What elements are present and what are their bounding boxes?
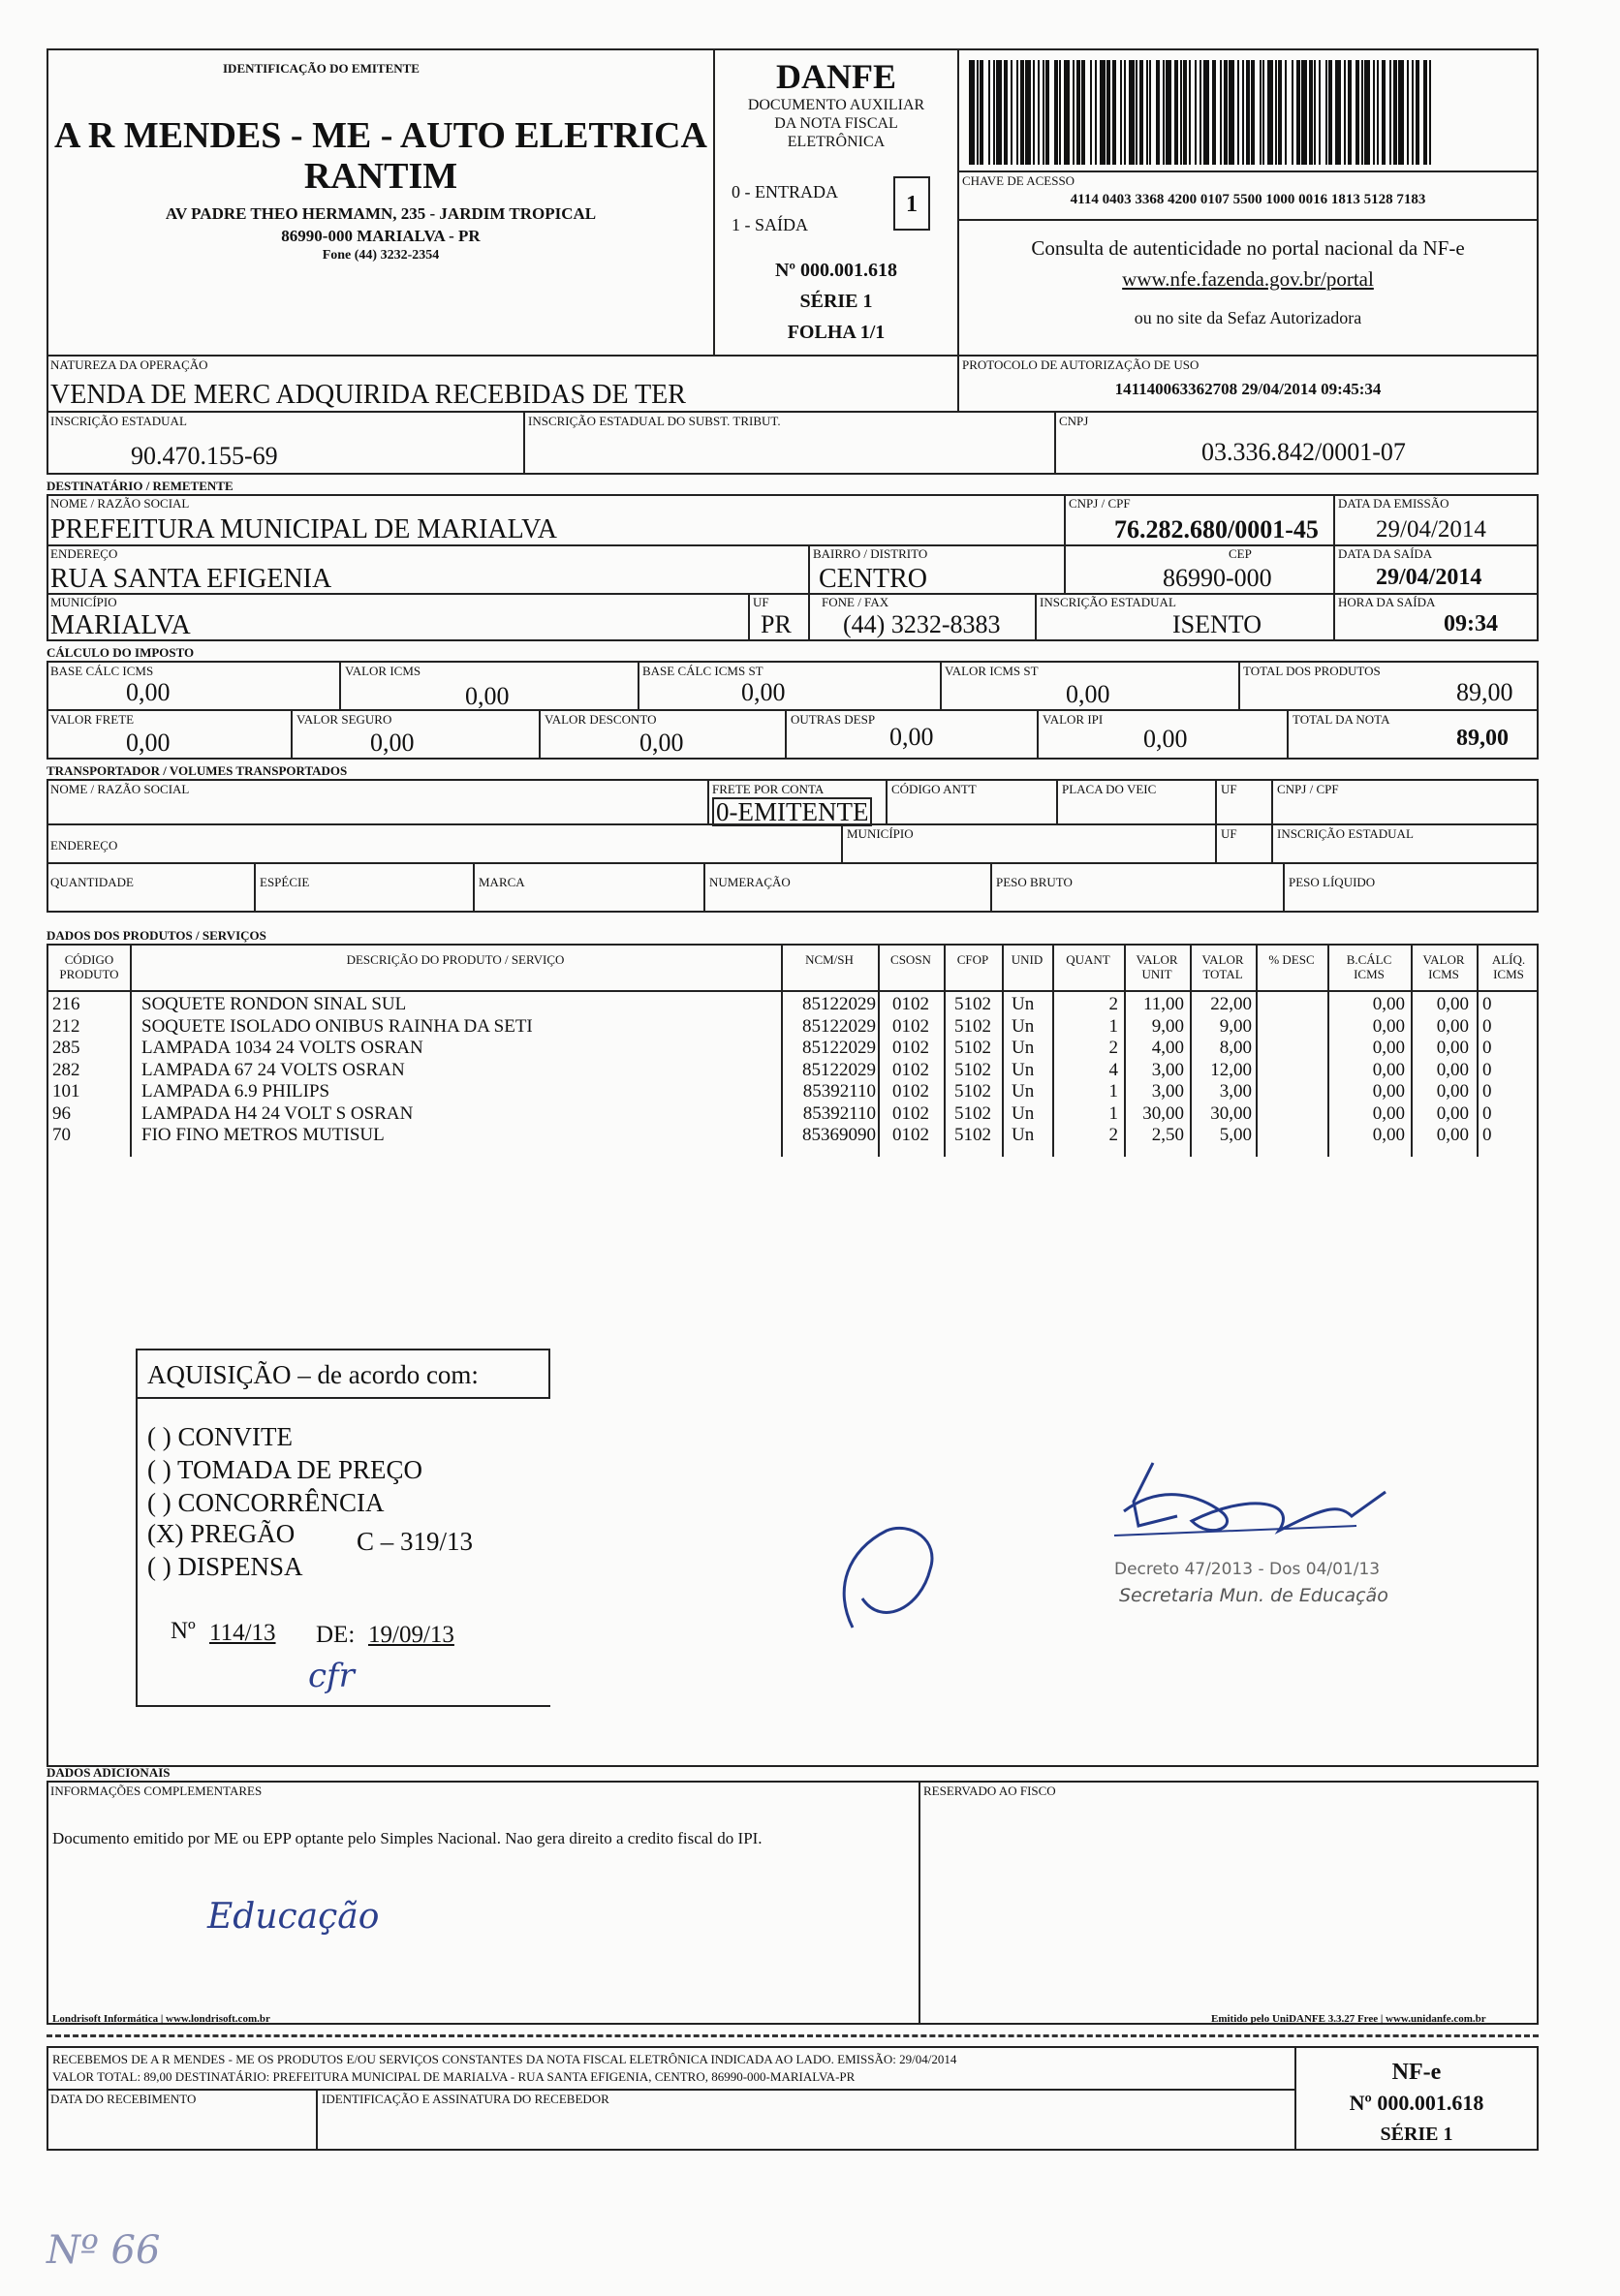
product-cell-unid: Un <box>1012 1125 1035 1145</box>
product-cell-quant: 1 <box>1108 1102 1118 1124</box>
desconto: 0,00 <box>639 729 684 757</box>
aquisicao-data-label: DE: <box>316 1622 356 1648</box>
divider <box>1215 823 1217 864</box>
product-cell-ncm: 85392110 <box>802 1081 876 1101</box>
transp-antt-label: CÓDIGO ANTT <box>891 782 977 796</box>
info-label: INFORMAÇÕES COMPLEMENTARES <box>50 1784 263 1798</box>
product-cell-unid: Un <box>1012 1102 1035 1124</box>
divider <box>1256 944 1258 1157</box>
divider <box>1283 862 1285 913</box>
ie-st-label: INSCRIÇÃO ESTADUAL DO SUBST. TRIBUT. <box>528 414 781 428</box>
product-cell-vunit: 3,00 <box>1151 1059 1184 1080</box>
divider <box>1124 944 1126 1157</box>
ipi-label: VALOR IPI <box>1043 712 1104 727</box>
base-icms-label: BASE CÁLC ICMS <box>50 664 154 678</box>
valor-icms: 0,00 <box>465 682 510 710</box>
th-csosn: CSOSN <box>890 952 931 967</box>
th-aliq: ALÍQ. ICMS <box>1491 952 1526 981</box>
transp-frete-label: FRETE POR CONTA <box>712 782 825 796</box>
divider <box>1190 944 1192 1157</box>
protocolo-label: PROTOCOLO DE AUTORIZAÇÃO DE USO <box>962 357 1199 372</box>
dest-endereco-label: ENDEREÇO <box>50 546 118 561</box>
product-cell-vunit: 30,00 <box>1142 1102 1184 1124</box>
danfe-subtitle1: DOCUMENTO AUXILIAR <box>747 97 925 113</box>
divider <box>1002 944 1004 1157</box>
product-cell-descricao: LAMPADA 1034 24 VOLTS OSRAN <box>141 1038 423 1058</box>
aquisicao-initials: cfr <box>308 1657 355 1695</box>
aquisicao-opt2: ( ) TOMADA DE PREÇO <box>147 1455 423 1484</box>
divider <box>1327 944 1329 1157</box>
total-produtos: 89,00 <box>1456 678 1513 706</box>
divider <box>990 862 992 913</box>
product-cell-csosn: 0102 <box>892 1038 929 1058</box>
transportador-section: TRANSPORTADOR / VOLUMES TRANSPORTADOS <box>47 763 348 778</box>
product-cell-csosn: 0102 <box>892 1081 929 1101</box>
signature-drawing <box>794 1443 1473 1657</box>
divider <box>473 862 475 913</box>
transp-endereco-label: ENDEREÇO <box>50 838 118 853</box>
product-cell-ncm: 85122029 <box>802 1059 876 1080</box>
dest-uf: PR <box>761 610 792 638</box>
product-cell-cfop: 5102 <box>954 1038 991 1058</box>
signature-stamp-line2: Secretaria Mun. de Educação <box>1119 1585 1388 1606</box>
total-nota-label: TOTAL DA NOTA <box>1293 712 1390 727</box>
transp-uf-label: UF <box>1221 782 1237 796</box>
transp-municipio-label: MUNICÍPIO <box>847 826 914 841</box>
dest-cnpj-label: CNPJ / CPF <box>1069 496 1131 511</box>
divider <box>1215 779 1217 825</box>
dest-hora-label: HORA DA SAÍDA <box>1338 595 1436 609</box>
product-cell-cfop: 5102 <box>954 1081 991 1101</box>
product-cell-aliq: 0 <box>1482 1038 1492 1058</box>
natureza-value: VENDA DE MERC ADQUIRIDA RECEBIDAS DE TER <box>50 380 686 410</box>
divider <box>130 944 132 1157</box>
chave-consulta-sefaz: ou no site da Sefaz Autorizadora <box>1134 308 1362 327</box>
dest-nome-label: NOME / RAZÃO SOCIAL <box>50 496 190 511</box>
footer-left: Londrisoft Informática | www.londrisoft.com.br <box>52 2013 270 2025</box>
dest-emissao: 29/04/2014 <box>1376 516 1486 543</box>
divider <box>1056 779 1058 825</box>
danfe-saida: 1 - SAÍDA <box>732 215 808 234</box>
divider <box>1287 709 1289 760</box>
divider <box>1271 823 1273 864</box>
signature-stamp-line1: Decreto 47/2013 - Dos 04/01/13 <box>1114 1560 1381 1579</box>
product-cell-vunit: 2,50 <box>1151 1125 1184 1145</box>
divider <box>886 779 888 825</box>
danfe-serie: SÉRIE 1 <box>799 291 873 312</box>
fisco-label: RESERVADO AO FISCO <box>923 1784 1056 1798</box>
th-vtotal: VALOR TOTAL <box>1201 952 1244 981</box>
divider <box>707 779 709 825</box>
canhoto-data-label: DATA DO RECEBIMENTO <box>50 2092 197 2106</box>
product-cell-vtotal: 30,00 <box>1210 1102 1252 1124</box>
seguro: 0,00 <box>370 729 415 757</box>
aquisicao-opt3: ( ) CONCORRÊNCIA <box>147 1488 385 1517</box>
dest-ie-label: INSCRIÇÃO ESTADUAL <box>1040 595 1176 609</box>
canhoto-assinatura-label: IDENTIFICAÇÃO E ASSINATURA DO RECEBEDOR <box>322 2092 609 2106</box>
emitente-city: 86990-000 MARIALVA - PR <box>281 227 481 245</box>
divider <box>1411 944 1413 1157</box>
transp-placa-label: PLACA DO VEIC <box>1062 782 1157 796</box>
cnpj-value: 03.336.842/0001-07 <box>1201 438 1406 466</box>
product-cell-cfop: 5102 <box>954 1015 991 1037</box>
th-vicms: VALOR ICMS <box>1422 952 1465 981</box>
dest-cep: 86990-000 <box>1163 564 1272 592</box>
emitente-box <box>47 48 715 357</box>
product-cell-vtotal: 9,00 <box>1219 1015 1252 1037</box>
canhoto-numero: Nº 000.001.618 <box>1349 2091 1484 2115</box>
emitente-section-label: IDENTIFICAÇÃO DO EMITENTE <box>223 61 420 76</box>
product-cell-descricao: LAMPADA 6.9 PHILIPS <box>141 1081 330 1101</box>
product-cell-quant: 2 <box>1108 994 1118 1014</box>
danfe-entrada: 0 - ENTRADA <box>732 182 838 202</box>
product-cell-bc: 0,00 <box>1372 1102 1405 1124</box>
transp-qtd-label: QUANTIDADE <box>50 875 134 889</box>
info-text: Documento emitido por ME ou EPP optante pelo Simples Nacional. Nao gera direito a credito fiscal do IPI. <box>52 1829 763 1847</box>
base-icms: 0,00 <box>126 678 171 706</box>
protocolo-value: 141140063362708 29/04/2014 09:45:34 <box>1114 380 1382 398</box>
product-cell-unid: Un <box>1012 1015 1035 1037</box>
destinatario-section: DESTINATÁRIO / REMETENTE <box>47 479 234 493</box>
dest-cep-label: CEP <box>1229 546 1252 561</box>
product-cell-vicms: 0,00 <box>1436 1038 1469 1058</box>
divider <box>957 219 1539 221</box>
dest-emissao-label: DATA DA EMISSÃO <box>1338 496 1449 511</box>
product-cell-descricao: SOQUETE RONDON SINAL SUL <box>141 994 407 1014</box>
divider <box>47 2089 1296 2091</box>
th-vunit: VALOR UNIT <box>1136 952 1178 981</box>
product-cell-ncm: 85122029 <box>802 1038 876 1058</box>
frete-label: VALOR FRETE <box>50 712 135 727</box>
transp-uf2-label: UF <box>1221 826 1237 841</box>
product-cell-codigo: 282 <box>52 1059 80 1080</box>
th-desc: % DESC <box>1268 952 1315 967</box>
cnpj-label: CNPJ <box>1059 414 1089 428</box>
product-cell-vicms: 0,00 <box>1436 1125 1469 1145</box>
product-cell-aliq: 0 <box>1482 1125 1492 1145</box>
dest-bairro-label: BAIRRO / DISTRITO <box>813 546 928 561</box>
divider <box>1238 661 1240 711</box>
canhoto-nfe: NF-e <box>1391 2060 1442 2085</box>
divider <box>638 661 639 711</box>
product-cell-vtotal: 8,00 <box>1219 1038 1252 1058</box>
product-cell-quant: 2 <box>1108 1038 1118 1058</box>
aquisicao-numero: 114/13 <box>209 1620 276 1646</box>
dest-fone: (44) 3232-8383 <box>843 610 1001 638</box>
product-cell-aliq: 0 <box>1482 1015 1492 1037</box>
product-cell-unid: Un <box>1012 994 1035 1014</box>
product-cell-vtotal: 22,00 <box>1210 994 1252 1014</box>
product-cell-csosn: 0102 <box>892 1015 929 1037</box>
product-cell-cfop: 5102 <box>954 994 991 1014</box>
transp-cnpj-label: CNPJ / CPF <box>1277 782 1339 796</box>
dest-municipio: MARIALVA <box>50 610 191 640</box>
divider <box>1477 944 1479 1157</box>
valor-icms-st: 0,00 <box>1066 680 1110 708</box>
divider <box>1037 709 1039 760</box>
ipi: 0,00 <box>1143 725 1188 753</box>
divider <box>254 862 256 913</box>
product-cell-vicms: 0,00 <box>1436 1081 1469 1101</box>
product-cell-vunit: 4,00 <box>1151 1038 1184 1058</box>
fisco-box <box>919 1781 1539 2025</box>
product-cell-vunit: 3,00 <box>1151 1081 1184 1101</box>
info-box <box>47 1781 920 2025</box>
danfe-subtitle2: DA NOTA FISCAL <box>774 115 898 132</box>
product-cell-bc: 0,00 <box>1372 1038 1405 1058</box>
dest-uf-label: UF <box>753 595 769 609</box>
transp-numeracao-label: NUMERAÇÃO <box>709 875 791 889</box>
product-cell-bc: 0,00 <box>1372 1081 1405 1101</box>
product-cell-csosn: 0102 <box>892 1125 929 1145</box>
base-icms-st-label: BASE CÁLC ICMS ST <box>642 664 763 678</box>
divider <box>339 661 341 711</box>
divider <box>940 661 942 711</box>
aquisicao-opt4-ref: C – 319/13 <box>357 1527 474 1556</box>
product-cell-ncm: 85122029 <box>802 994 876 1014</box>
product-cell-bc: 0,00 <box>1372 994 1405 1014</box>
product-cell-unid: Un <box>1012 1081 1035 1101</box>
product-cell-vunit: 9,00 <box>1151 1015 1184 1037</box>
aquisicao-data: 19/09/13 <box>368 1622 454 1648</box>
product-cell-vunit: 11,00 <box>1142 994 1184 1014</box>
divider <box>841 823 843 864</box>
product-cell-quant: 1 <box>1108 1015 1118 1037</box>
product-cell-vicms: 0,00 <box>1436 994 1469 1014</box>
transp-nome-label: NOME / RAZÃO SOCIAL <box>50 782 190 796</box>
product-cell-unid: Un <box>1012 1059 1035 1080</box>
frete: 0,00 <box>126 729 171 757</box>
ie-label: INSCRIÇÃO ESTADUAL <box>50 414 187 428</box>
product-cell-unid: Un <box>1012 1038 1035 1058</box>
product-cell-vicms: 0,00 <box>1436 1059 1469 1080</box>
dest-cnpj: 76.282.680/0001-45 <box>1114 515 1319 543</box>
divider <box>316 2089 318 2151</box>
product-cell-aliq: 0 <box>1482 1059 1492 1080</box>
divider <box>291 709 293 760</box>
produtos-section: DADOS DOS PRODUTOS / SERVIÇOS <box>47 928 266 943</box>
total-produtos-label: TOTAL DOS PRODUTOS <box>1243 664 1381 678</box>
product-cell-codigo: 96 <box>52 1102 71 1124</box>
aquisicao-numero-label: Nº <box>171 1618 196 1644</box>
divider <box>785 709 787 760</box>
dest-saida: 29/04/2014 <box>1376 565 1482 590</box>
product-cell-aliq: 0 <box>1482 1102 1492 1124</box>
base-icms-st: 0,00 <box>741 678 786 706</box>
divider <box>1052 944 1054 1157</box>
aquisicao-opt5: ( ) DISPENSA <box>147 1552 303 1581</box>
total-nota: 89,00 <box>1456 726 1509 751</box>
natureza-label: NATUREZA DA OPERAÇÃO <box>50 357 208 372</box>
danfe-folha: FOLHA 1/1 <box>787 322 886 343</box>
product-cell-csosn: 0102 <box>892 994 929 1014</box>
th-ncm: NCM/SH <box>805 952 854 967</box>
transp-especie-label: ESPÉCIE <box>260 875 310 889</box>
outras-label: OUTRAS DESP <box>791 712 876 727</box>
emitente-address: AV PADRE THEO HERMAMN, 235 - JARDIM TROPICAL <box>165 204 597 223</box>
product-cell-aliq: 0 <box>1482 1081 1492 1101</box>
product-cell-descricao: LAMPADA H4 24 VOLT S OSRAN <box>141 1102 414 1124</box>
chave-label: CHAVE DE ACESSO <box>962 173 1075 188</box>
product-cell-bc: 0,00 <box>1372 1125 1405 1145</box>
product-cell-codigo: 212 <box>52 1015 80 1037</box>
dest-nome: PREFEITURA MUNICIPAL DE MARIALVA <box>50 514 558 544</box>
product-cell-cfop: 5102 <box>954 1059 991 1080</box>
product-cell-quant: 1 <box>1108 1081 1118 1101</box>
product-cell-vtotal: 3,00 <box>1219 1081 1252 1101</box>
dest-fone-label: FONE / FAX <box>822 595 889 609</box>
cut-line <box>47 2034 1539 2037</box>
dest-municipio-label: MUNICÍPIO <box>50 595 117 609</box>
dest-hora: 09:34 <box>1444 611 1498 636</box>
product-cell-cfop: 5102 <box>954 1102 991 1124</box>
th-unid: UNID <box>1011 952 1044 967</box>
canhoto-serie: SÉRIE 1 <box>1380 2124 1453 2145</box>
th-descricao: DESCRIÇÃO DO PRODUTO / SERVIÇO <box>346 952 565 967</box>
product-cell-descricao: LAMPADA 67 24 VOLTS OSRAN <box>141 1059 405 1080</box>
product-cell-vicms: 0,00 <box>1436 1102 1469 1124</box>
divider <box>703 862 705 913</box>
transp-peso-liquido-label: PESO LÍQUIDO <box>1289 875 1376 889</box>
canhoto-text2: VALOR TOTAL: 89,00 DESTINATÁRIO: PREFEITURA MUNICIPAL DE MARIALVA - RUA SANTA EFIGENIA, CENTRO, 86990-000-MARIALVA-PR <box>52 2069 856 2084</box>
product-cell-bc: 0,00 <box>1372 1015 1405 1037</box>
product-cell-descricao: SOQUETE ISOLADO ONIBUS RAINHA DA SETI <box>141 1015 533 1037</box>
product-cell-ncm: 85369090 <box>802 1125 876 1145</box>
seguro-label: VALOR SEGURO <box>296 712 392 727</box>
danfe-title: DANFE <box>776 57 896 96</box>
divider <box>47 990 1539 992</box>
product-cell-vtotal: 5,00 <box>1219 1125 1252 1145</box>
product-cell-cfop: 5102 <box>954 1125 991 1145</box>
divider <box>957 171 1539 172</box>
aquisicao-title: AQUISIÇÃO – de acordo com: <box>147 1360 479 1389</box>
transp-peso-bruto-label: PESO BRUTO <box>996 875 1073 889</box>
th-cfop: CFOP <box>956 952 989 967</box>
page-note: Nº 66 <box>47 2228 161 2273</box>
info-handwritten: Educação <box>207 1897 380 1937</box>
product-cell-codigo: 70 <box>52 1125 71 1145</box>
product-cell-csosn: 0102 <box>892 1059 929 1080</box>
transp-frete: 0-EMITENTE <box>712 797 872 826</box>
imposto-section: CÁLCULO DO IMPOSTO <box>47 645 195 660</box>
emitente-name: A R MENDES - ME - AUTO ELETRICA <box>54 115 707 156</box>
valor-icms-label: VALOR ICMS <box>345 664 421 678</box>
product-cell-ncm: 85122029 <box>802 1015 876 1037</box>
chave-consulta: Consulta de autenticidade no portal nacional da NF-e <box>1031 236 1465 260</box>
valor-icms-st-label: VALOR ICMS ST <box>945 664 1039 678</box>
product-cell-bc: 0,00 <box>1372 1059 1405 1080</box>
emitente-name-line2: RANTIM <box>303 156 458 197</box>
product-cell-ncm: 85392110 <box>802 1102 876 1124</box>
dest-bairro: CENTRO <box>819 564 927 594</box>
product-cell-codigo: 285 <box>52 1038 80 1058</box>
th-quant: QUANT <box>1066 952 1110 967</box>
product-cell-vtotal: 12,00 <box>1210 1059 1252 1080</box>
product-cell-quant: 4 <box>1108 1059 1118 1080</box>
th-bcicms: B.CÁLC ICMS <box>1346 952 1392 981</box>
product-cell-codigo: 101 <box>52 1081 80 1101</box>
outras: 0,00 <box>889 723 934 751</box>
product-cell-aliq: 0 <box>1482 994 1492 1014</box>
chave-value: 4114 0403 3368 4200 0107 5500 1000 0016 1813 5128 7183 <box>1070 192 1426 207</box>
footer-right: Emitido pelo UniDANFE 3.3.27 Free | www.unidanfe.com.br <box>1211 2013 1486 2025</box>
transp-marca-label: MARCA <box>479 875 525 889</box>
th-codigo: CÓDIGO PRODUTO <box>59 952 119 981</box>
canhoto-text1: RECEBEMOS DE A R MENDES - ME OS PRODUTOS E/OU SERVIÇOS CONSTANTES DA NOTA FISCAL ELETRÔNICA INDICADA AO LADO. EMISSÃO: 29/04/2014 <box>52 2052 957 2066</box>
dest-endereco: RUA SANTA EFIGENIA <box>50 564 332 594</box>
barcode <box>969 60 1527 165</box>
transp-ie-label: INSCRIÇÃO ESTADUAL <box>1277 826 1414 841</box>
product-cell-csosn: 0102 <box>892 1102 929 1124</box>
divider <box>539 709 541 760</box>
danfe-subtitle3: ELETRÔNICA <box>787 134 886 150</box>
danfe-tipo-box: 1 <box>893 176 930 231</box>
dest-ie: ISENTO <box>1172 610 1262 638</box>
divider <box>1271 779 1273 825</box>
dest-saida-label: DATA DA SAÍDA <box>1338 546 1433 561</box>
product-cell-quant: 2 <box>1108 1125 1118 1145</box>
danfe-numero: Nº 000.001.618 <box>774 260 898 281</box>
aquisicao-opt4: (X) PREGÃO <box>147 1519 296 1548</box>
emitente-phone: Fone (44) 3232-2354 <box>322 248 440 263</box>
product-cell-codigo: 216 <box>52 994 80 1014</box>
desconto-label: VALOR DESCONTO <box>545 712 657 727</box>
adicionais-section: DADOS ADICIONAIS <box>47 1765 171 1780</box>
product-cell-vicms: 0,00 <box>1436 1015 1469 1037</box>
ie-value: 90.470.155-69 <box>131 442 278 470</box>
aquisicao-opt1: ( ) CONVITE <box>147 1422 293 1451</box>
product-cell-descricao: FIO FINO METROS MUTISUL <box>141 1125 385 1145</box>
chave-consulta-url[interactable]: www.nfe.fazenda.gov.br/portal <box>1122 267 1374 291</box>
